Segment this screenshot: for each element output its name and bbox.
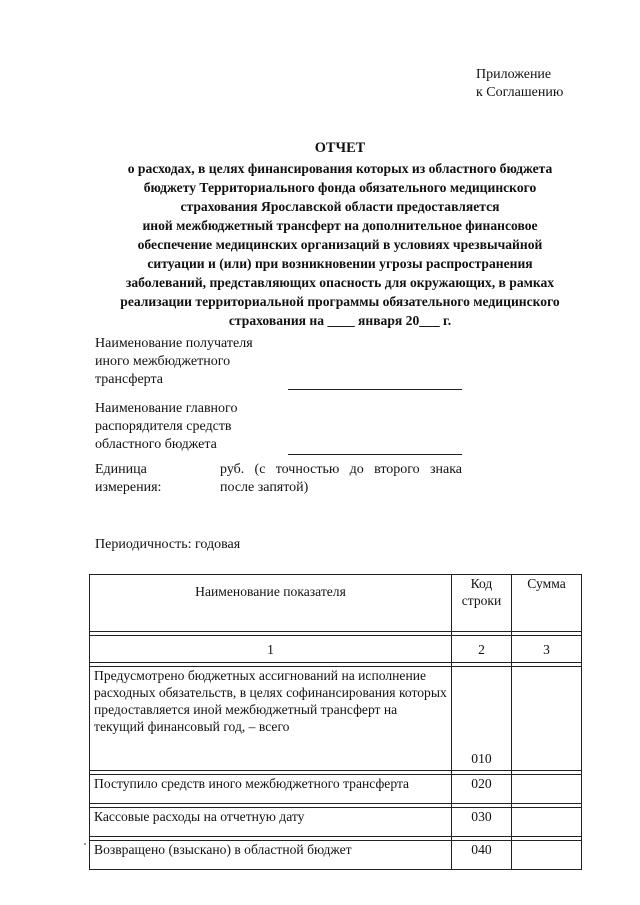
- row-sum[interactable]: [512, 808, 582, 837]
- row-code: 020: [452, 775, 512, 804]
- row-sum[interactable]: [512, 667, 582, 771]
- administrator-label-line: распорядителя средств: [95, 419, 232, 434]
- unit-label: [95, 461, 161, 497]
- scan-artifact: [84, 843, 86, 845]
- row-code: 040: [452, 841, 512, 870]
- table-row: [90, 667, 582, 771]
- administrator-label-line: Наименование главного: [95, 401, 238, 416]
- row-code: 030: [452, 808, 512, 837]
- report-table: [89, 574, 582, 870]
- unit-value: руб. (с точностью до второго знака после запятой): [220, 462, 462, 495]
- table-index-row: [90, 636, 582, 663]
- title-line: страхования Ярославской области предоставляется: [180, 199, 500, 214]
- row-name: Кассовые расходы на отчетную дату: [90, 808, 452, 837]
- periodicity: Периодичность: годовая: [95, 537, 241, 552]
- report-heading: ОТЧЕТ: [314, 140, 366, 156]
- administrator-label: [95, 400, 237, 454]
- table-row: [90, 841, 582, 870]
- header-name: Наименование показателя: [90, 575, 452, 632]
- table-header-row: [90, 575, 582, 632]
- title-line: обеспечение медицинских организаций в условиях чрезвычайной: [137, 237, 543, 252]
- index-cell: 3: [512, 636, 582, 663]
- row-name: Возвращено (взыскано) в областной бюджет: [90, 841, 452, 870]
- title-line: страхования на ____ января 20___ г.: [228, 313, 452, 328]
- recipient-label-line: иного межбюджетного: [95, 354, 231, 369]
- row-sum[interactable]: [512, 841, 582, 870]
- title-line: иной межбюджетный трансферт на дополнительное финансовое: [142, 218, 538, 233]
- row-name: Предусмотрено бюджетных ассигнований на исполнение расходных обязательств, в целях софинансирования которых предоставляется иной межбюджетный трансферт на текущий финансовый год, – всего: [90, 667, 452, 771]
- title-line: ситуации и (или) при возникновении угрозы распространения: [147, 256, 533, 271]
- recipient-fill-line[interactable]: [288, 389, 462, 390]
- title-line: бюджету Территориального фонда обязательного медицинского: [143, 180, 537, 195]
- annex-note: [476, 66, 563, 102]
- row-name: Поступило средств иного межбюджетного трансферта: [90, 775, 452, 804]
- recipient-label: [95, 335, 253, 389]
- annex-line-2: к Соглашению: [476, 85, 564, 100]
- report-title: [90, 139, 590, 330]
- title-line: о расходах, в целях финансирования которых из областного бюджета: [127, 161, 553, 176]
- recipient-label-line: Наименование получателя: [95, 336, 253, 351]
- title-line: заболеваний, представляющих опасность для окружающих, в рамках: [125, 275, 555, 290]
- unit-label-line: измерения:: [95, 480, 162, 495]
- unit-label-line: Единица: [95, 462, 147, 477]
- header-sum: Сумма: [512, 575, 582, 632]
- header-code: Код строки: [452, 575, 512, 632]
- annex-line-1: Приложение: [476, 67, 552, 82]
- administrator-fill-line[interactable]: [288, 454, 462, 455]
- index-cell: 1: [90, 636, 452, 663]
- table-row: [90, 808, 582, 837]
- row-code: 010: [452, 667, 512, 771]
- title-line: реализации территориальной программы обязательного медицинского: [120, 294, 560, 309]
- table-row: [90, 775, 582, 804]
- index-cell: 2: [452, 636, 512, 663]
- row-sum[interactable]: [512, 775, 582, 804]
- administrator-label-line: областного бюджета: [95, 437, 217, 452]
- recipient-label-line: трансферта: [95, 372, 163, 387]
